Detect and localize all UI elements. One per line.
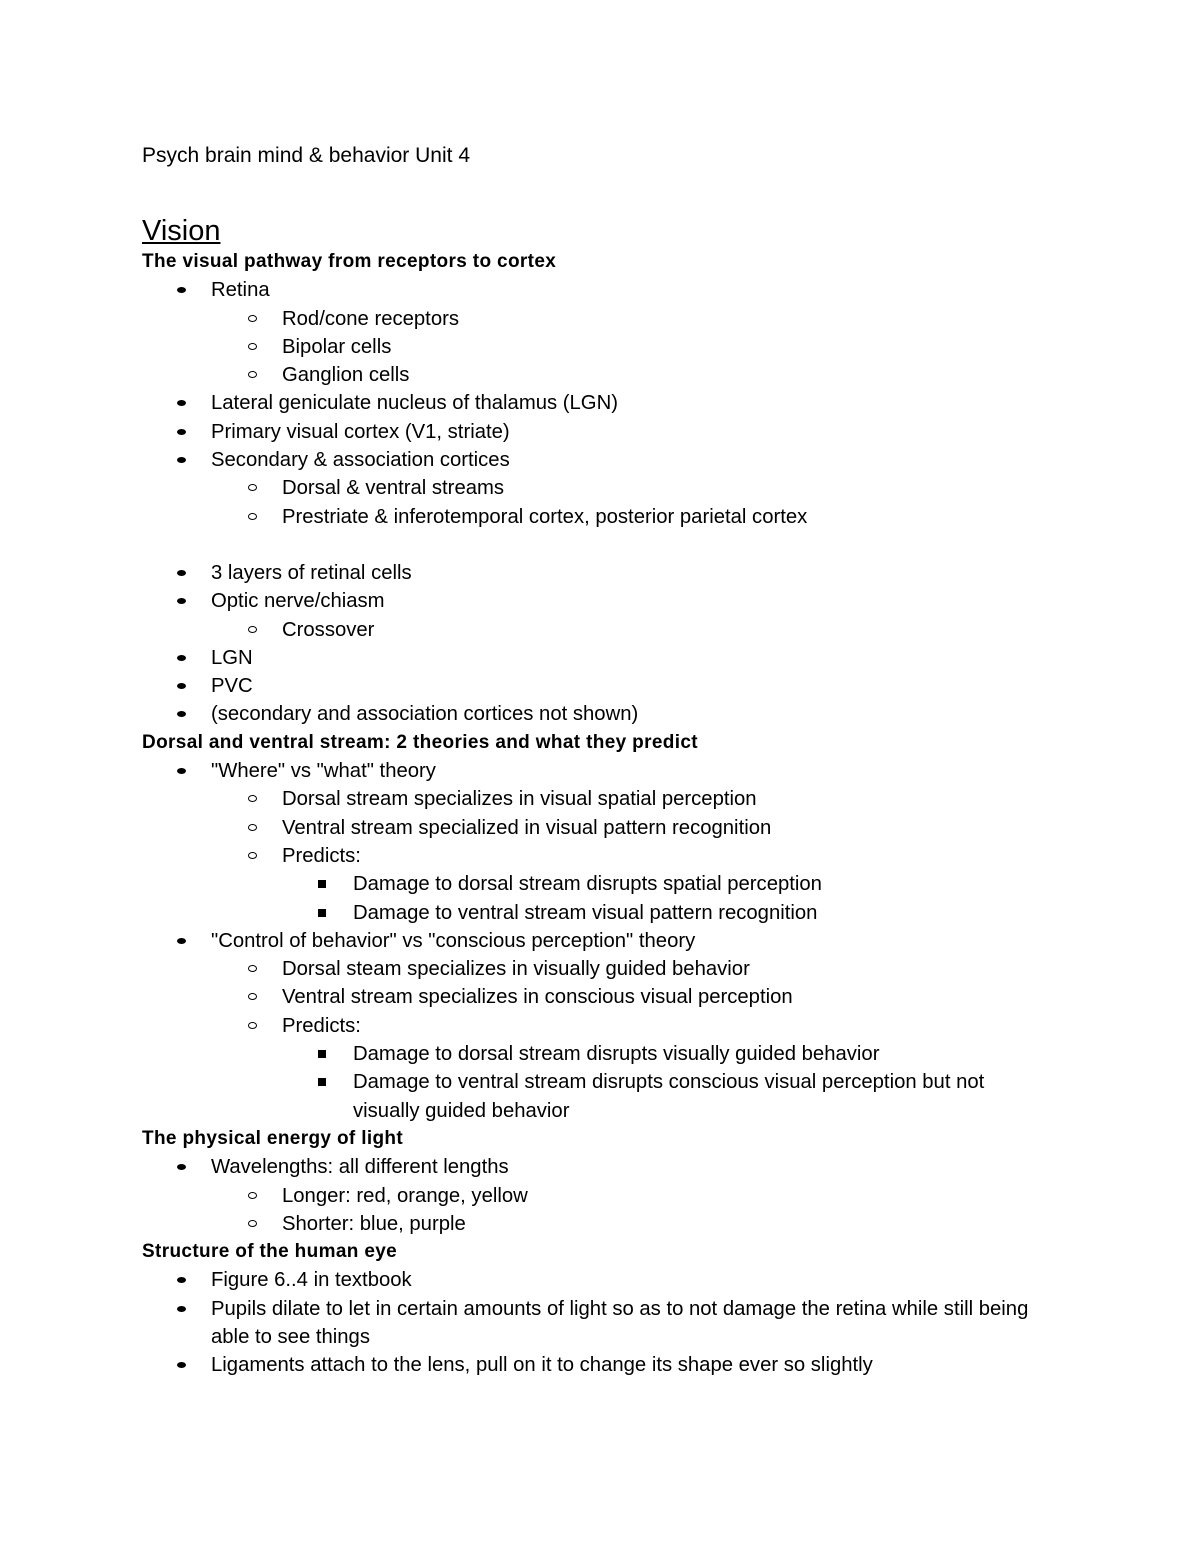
list-item-text: Rod/cone receptors bbox=[282, 307, 459, 330]
disc-shape bbox=[177, 400, 186, 406]
list-item bbox=[142, 785, 1042, 813]
square-bullet-icon bbox=[318, 1040, 326, 1068]
list-item bbox=[142, 474, 1042, 502]
square-shape bbox=[318, 1050, 326, 1058]
disc-shape bbox=[177, 768, 186, 774]
square-shape bbox=[318, 909, 326, 917]
list-item bbox=[142, 1210, 1042, 1238]
section-heading-vision: Vision bbox=[142, 215, 221, 247]
list-item bbox=[142, 1153, 1042, 1181]
disc-shape bbox=[177, 570, 186, 576]
list-item-text: Figure 6..4 in textbook bbox=[211, 1269, 412, 1292]
filled-bullet-icon bbox=[177, 587, 186, 615]
list-item-text: LGN bbox=[211, 646, 253, 669]
circle-shape bbox=[248, 993, 257, 1000]
filled-bullet-icon bbox=[177, 1153, 186, 1181]
list-item bbox=[142, 1266, 1042, 1294]
list-item-text: Dorsal stream specializes in visual spatial perception bbox=[282, 788, 757, 811]
list-item-text: Wavelengths: all different lengths bbox=[211, 1156, 509, 1179]
document-page bbox=[142, 142, 1042, 1380]
disc-shape bbox=[177, 287, 186, 293]
list-item bbox=[142, 1182, 1042, 1210]
circle-shape bbox=[248, 1022, 257, 1029]
list-item bbox=[142, 927, 1042, 955]
hollow-bullet-icon bbox=[248, 983, 257, 1011]
disc-shape bbox=[177, 1164, 186, 1170]
list-item-text: Damage to ventral stream visual pattern recognition bbox=[353, 901, 818, 924]
square-bullet-icon bbox=[318, 899, 326, 927]
hollow-bullet-icon bbox=[248, 1012, 257, 1040]
filled-bullet-icon bbox=[177, 927, 186, 955]
filled-bullet-icon bbox=[177, 757, 186, 785]
list-item-text: PVC bbox=[211, 675, 253, 698]
circle-shape bbox=[248, 1192, 257, 1199]
subheading: Dorsal and ventral stream: 2 theories and what they predict bbox=[142, 731, 698, 753]
filled-bullet-icon bbox=[177, 700, 186, 728]
title-spacer bbox=[142, 170, 1042, 214]
list-item-text: 3 layers of retinal cells bbox=[211, 561, 412, 584]
disc-shape bbox=[177, 711, 186, 717]
hollow-bullet-icon bbox=[248, 361, 257, 389]
list-item-text: Predicts: bbox=[282, 1014, 361, 1037]
list-item bbox=[142, 983, 1042, 1011]
list-item-text: Ganglion cells bbox=[282, 364, 410, 387]
list-item bbox=[142, 899, 1042, 927]
filled-bullet-icon bbox=[177, 644, 186, 672]
document-title: Psych brain mind & behavior Unit 4 bbox=[142, 144, 470, 167]
filled-bullet-icon bbox=[177, 446, 186, 474]
list-item bbox=[142, 305, 1042, 333]
list-item bbox=[142, 276, 1042, 304]
list-item-text: Predicts: bbox=[282, 844, 361, 867]
square-shape bbox=[318, 880, 326, 888]
disc-shape bbox=[177, 683, 186, 689]
disc-shape bbox=[177, 1277, 186, 1283]
disc-shape bbox=[177, 457, 186, 463]
filled-bullet-icon bbox=[177, 559, 186, 587]
blank-line bbox=[142, 531, 1042, 559]
list-item bbox=[142, 1351, 1042, 1379]
list-item-text: Longer: red, orange, yellow bbox=[282, 1184, 528, 1207]
list-item-text: Pupils dilate to let in certain amounts of light so as to not damage the retina while still being able to see things bbox=[211, 1297, 1029, 1348]
list-item bbox=[142, 870, 1042, 898]
list-item bbox=[142, 814, 1042, 842]
square-bullet-icon bbox=[318, 870, 326, 898]
list-item bbox=[142, 389, 1042, 417]
list-item-text: Ligaments attach to the lens, pull on it to change its shape ever so slightly bbox=[211, 1354, 873, 1377]
hollow-bullet-icon bbox=[248, 616, 257, 644]
list-item bbox=[142, 955, 1042, 983]
list-item bbox=[142, 644, 1042, 672]
circle-shape bbox=[248, 315, 257, 322]
filled-bullet-icon bbox=[177, 1295, 186, 1323]
list-item-text: Dorsal & ventral streams bbox=[282, 477, 505, 500]
list-item bbox=[142, 446, 1042, 474]
list-item-text: (secondary and association cortices not shown) bbox=[211, 703, 639, 726]
list-item-text: Ventral stream specialized in visual pattern recognition bbox=[282, 816, 772, 839]
circle-shape bbox=[248, 1220, 257, 1227]
disc-shape bbox=[177, 938, 186, 944]
list-item-text: "Where" vs "what" theory bbox=[211, 760, 436, 783]
disc-shape bbox=[177, 1362, 186, 1368]
filled-bullet-icon bbox=[177, 1351, 186, 1379]
list-item bbox=[142, 503, 1042, 531]
disc-shape bbox=[177, 429, 186, 435]
filled-bullet-icon bbox=[177, 389, 186, 417]
subheading: The physical energy of light bbox=[142, 1127, 404, 1149]
circle-shape bbox=[248, 824, 257, 831]
notes-body bbox=[142, 248, 1042, 1380]
hollow-bullet-icon bbox=[248, 333, 257, 361]
list-item-text: Retina bbox=[211, 279, 270, 302]
list-item bbox=[142, 842, 1042, 870]
list-item bbox=[142, 757, 1042, 785]
list-item-text: Shorter: blue, purple bbox=[282, 1212, 466, 1235]
circle-shape bbox=[248, 343, 257, 350]
circle-shape bbox=[248, 626, 257, 633]
list-item-text: Ventral stream specializes in conscious visual perception bbox=[282, 986, 793, 1009]
circle-shape bbox=[248, 513, 257, 520]
list-item-text: Primary visual cortex (V1, striate) bbox=[211, 420, 510, 443]
list-item-text: Prestriate & inferotemporal cortex, posterior parietal cortex bbox=[282, 505, 808, 528]
list-item bbox=[142, 1012, 1042, 1040]
list-item bbox=[142, 559, 1042, 587]
list-item-text: Dorsal steam specializes in visually guided behavior bbox=[282, 958, 750, 981]
filled-bullet-icon bbox=[177, 1266, 186, 1294]
hollow-bullet-icon bbox=[248, 814, 257, 842]
list-item-text: Damage to dorsal stream disrupts spatial perception bbox=[353, 873, 822, 896]
disc-shape bbox=[177, 655, 186, 661]
circle-shape bbox=[248, 852, 257, 859]
list-item bbox=[142, 418, 1042, 446]
list-item bbox=[142, 1040, 1042, 1068]
list-item-text: Crossover bbox=[282, 618, 375, 641]
subheading: The visual pathway from receptors to cortex bbox=[142, 251, 557, 272]
list-item bbox=[142, 1295, 1042, 1352]
circle-shape bbox=[248, 795, 257, 802]
circle-shape bbox=[248, 371, 257, 378]
circle-shape bbox=[248, 484, 257, 491]
subheading: Structure of the human eye bbox=[142, 1241, 398, 1263]
hollow-bullet-icon bbox=[248, 1210, 257, 1238]
circle-shape bbox=[248, 965, 257, 972]
list-item-text: Lateral geniculate nucleus of thalamus (LGN) bbox=[211, 392, 618, 415]
list-item bbox=[142, 672, 1042, 700]
hollow-bullet-icon bbox=[248, 503, 257, 531]
disc-shape bbox=[177, 1306, 186, 1312]
square-shape bbox=[318, 1078, 326, 1086]
list-item-text: "Control of behavior" vs "conscious perception" theory bbox=[211, 929, 696, 952]
hollow-bullet-icon bbox=[248, 785, 257, 813]
list-item bbox=[142, 333, 1042, 361]
list-item-text: Optic nerve/chiasm bbox=[211, 590, 385, 613]
list-item-text: Bipolar cells bbox=[282, 335, 392, 358]
hollow-bullet-icon bbox=[248, 474, 257, 502]
list-item bbox=[142, 616, 1042, 644]
hollow-bullet-icon bbox=[248, 1182, 257, 1210]
list-item bbox=[142, 1068, 1042, 1125]
list-item-text: Damage to dorsal stream disrupts visually guided behavior bbox=[353, 1043, 880, 1066]
list-item bbox=[142, 361, 1042, 389]
list-item-text: Damage to ventral stream disrupts conscious visual perception but not visually guided behavior bbox=[353, 1071, 985, 1122]
hollow-bullet-icon bbox=[248, 305, 257, 333]
disc-shape bbox=[177, 598, 186, 604]
list-item-text: Secondary & association cortices bbox=[211, 449, 510, 472]
filled-bullet-icon bbox=[177, 672, 186, 700]
hollow-bullet-icon bbox=[248, 842, 257, 870]
square-bullet-icon bbox=[318, 1068, 326, 1096]
filled-bullet-icon bbox=[177, 276, 186, 304]
filled-bullet-icon bbox=[177, 418, 186, 446]
list-item bbox=[142, 587, 1042, 615]
list-item bbox=[142, 700, 1042, 728]
hollow-bullet-icon bbox=[248, 955, 257, 983]
